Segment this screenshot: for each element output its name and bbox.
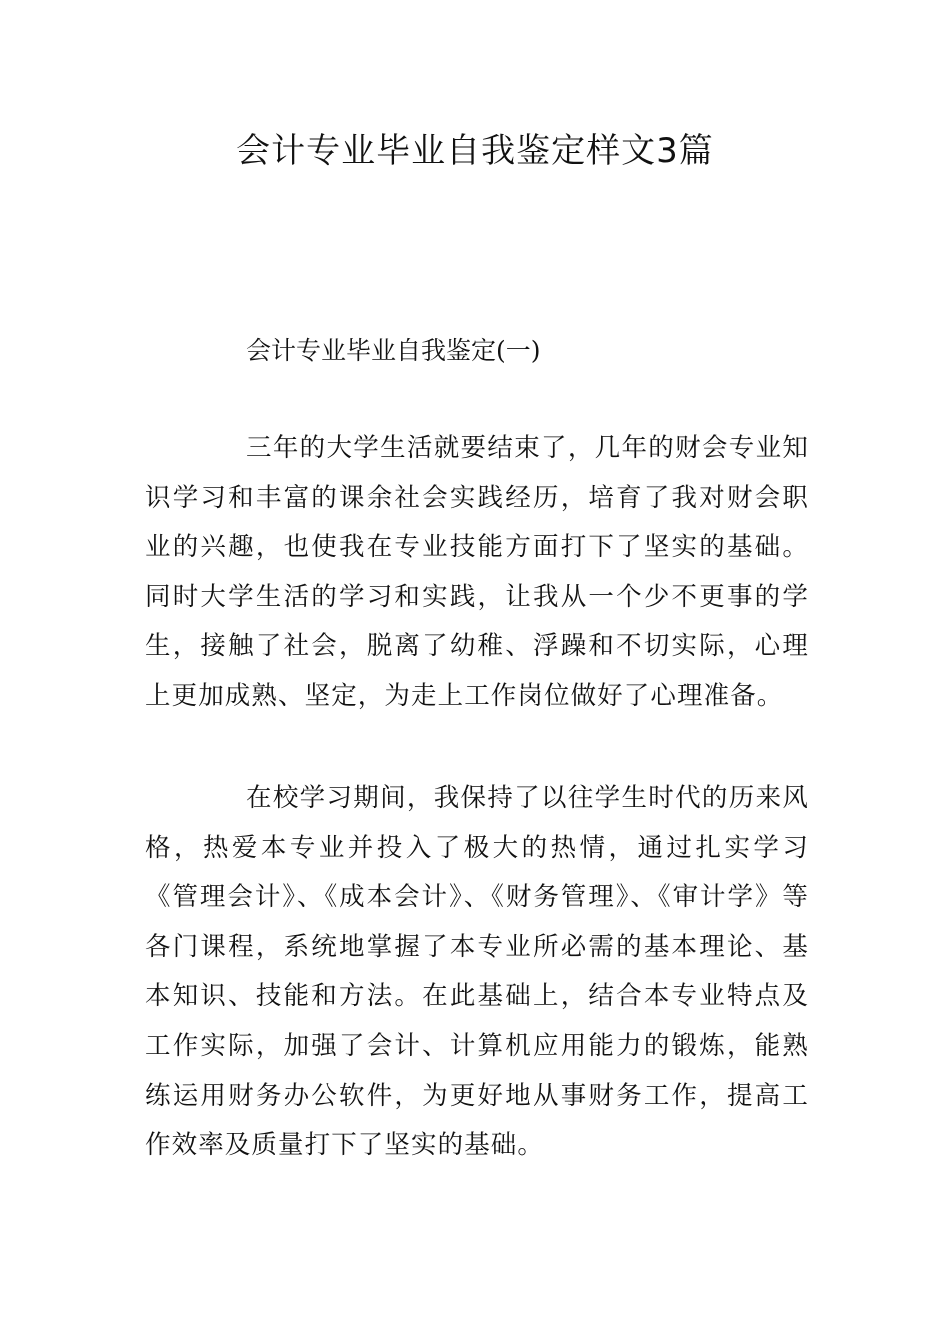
paragraph-1: 三年的大学生活就要结束了，几年的财会专业知识学习和丰富的课余社会实践经历，培育了我对财会职业的兴趣，也使我在专业技能方面打下了坚实的基础。同时大学生活的学习和实践，让我从一个少不更事的学生，接触了社会，脱离了幼稚、浮躁和不切实际，心理上更加成熟、坚定，为走上工作岗位做好了心理准备。 <box>145 433 809 711</box>
section-heading: 会计专业毕业自我鉴定(一) <box>246 336 541 365</box>
document-title: 会计专业毕业自我鉴定样文3篇 <box>236 131 714 171</box>
paragraph-2: 在校学习期间，我保持了以往学生时代的历来风格，热爱本专业并投入了极大的热情，通过扎实学习《管理会计》、《成本会计》、《财务管理》、《审计学》等各门课程，系统地掌握了本专业所必需的基本理论、基本知识、技能和方法。在此基础上，结合本专业特点及工作实际，加强了会计、计算机应用能力的锻炼，能熟练运用财务办公软件，为更好地从事财务工作，提高工作效率及质量打下了坚实的基础。 <box>145 783 809 1161</box>
